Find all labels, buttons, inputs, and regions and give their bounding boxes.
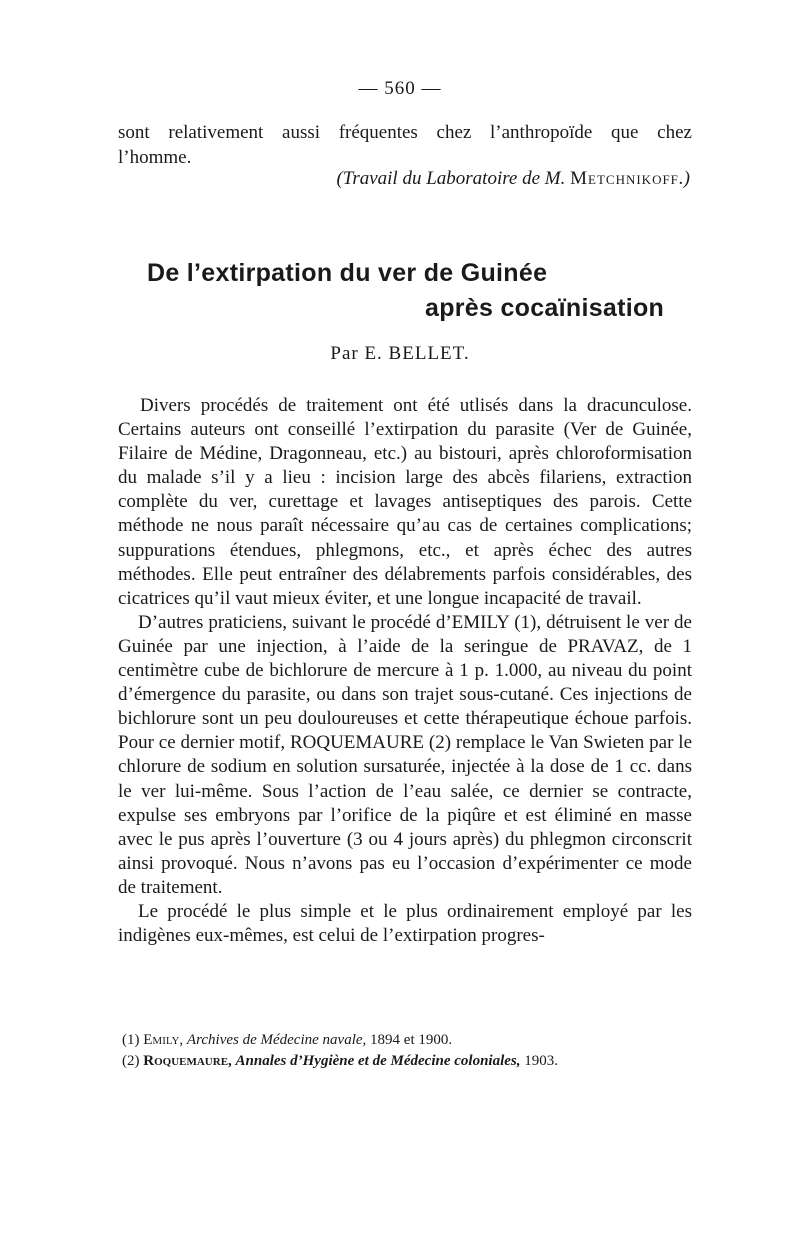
- laboratory-credit: [336, 168, 690, 190]
- article-title-line-2: après cocaïnisation: [425, 294, 665, 322]
- page-number: — 560 —: [358, 78, 442, 99]
- paragraph: Divers procédés de traitement ont été utlisés dans la dracunculose. Certains auteurs ont conseillé l’extirpation du parasite (Ver de Guinée, Filaire de Médine, Dragonneau, etc.) au bistouri, après chloroformisation du malade s’il y a lieu : incision large des abcès filariens, extraction complète du ver, curettage et lavages antiseptiques des parois. Cette méthode ne nous paraît nécessaire qu’au cas de certaines complications; suppurations étendues, phlegmons, etc., et après échec des autres méthodes. Elle peut entraîner des délabrements parfois considérables, des cicatrices qu’il vaut mieux éviter, et une longue incapacité de travail.: [118, 395, 692, 609]
- footnote-1: [122, 1030, 452, 1050]
- credit-suffix: .): [678, 168, 690, 189]
- footnote-years: 1894 et 1900.: [370, 1032, 453, 1048]
- paragraph: D’autres praticiens, suivant le procédé d’EMILY (1), détruisent le ver de Guinée par une injection, à l’aide de la seringue de PRAVAZ, de 1 centimètre cube de bichlorure de mercure à 1 p. 1.000, au niveau du point d’émergence du parasite, ou dans son trajet sous-cutané. Ces injections de bichlorure sont un peu douloureuses et cette thérapeutique échoue parfois. Pour ce dernier motif, ROQUEMAURE (2) remplace le Van Swieten par le chlorure de sodium en solution sursaturée, injectée à la dose de 1 cc. dans le ver lui-même. Sous l’action de l’eau salée, ce dernier se contracte, expulse ses embryons par l’orifice de la piqûre et est éliminé en masse avec le pus après l’ouverture (3 ou 4 jours après) du phlegmon circonscrit ainsi provoqué. Nous n’avons pas eu l’occasion d’expérimenter ce mode de traitement.: [118, 611, 692, 898]
- footnote-title: Annales d’Hygiène et de Médecine coloniales,: [235, 1053, 521, 1069]
- paragraph: Le procédé le plus simple et le plus ordinairement employé par les indigènes eux-mêmes, est celui de l’extirpation progres-: [118, 900, 692, 947]
- article-body: [118, 394, 692, 948]
- footnote-number: (1): [122, 1032, 140, 1048]
- intro-line-2: l’homme.: [118, 147, 192, 168]
- footnote-number: (2): [122, 1053, 140, 1069]
- footnote-title: Archives de Médecine navale,: [186, 1032, 367, 1048]
- footnote-2: [122, 1051, 558, 1071]
- footnote-years: 1903.: [524, 1053, 558, 1069]
- footnote-author: Roquemaure,: [143, 1053, 232, 1069]
- intro-line-1: sont relativement aussi fréquentes chez l’anthropoïde que chez: [118, 122, 692, 143]
- credit-prefix: (Travail du Laboratoire de M.: [336, 168, 571, 189]
- article-author: Par E. BELLET.: [330, 343, 470, 364]
- credit-name: Metchnikoff: [570, 168, 679, 189]
- footnote-author: Emily,: [143, 1032, 184, 1048]
- article-title-line-1: De l’extirpation du ver de Guinée: [147, 259, 548, 287]
